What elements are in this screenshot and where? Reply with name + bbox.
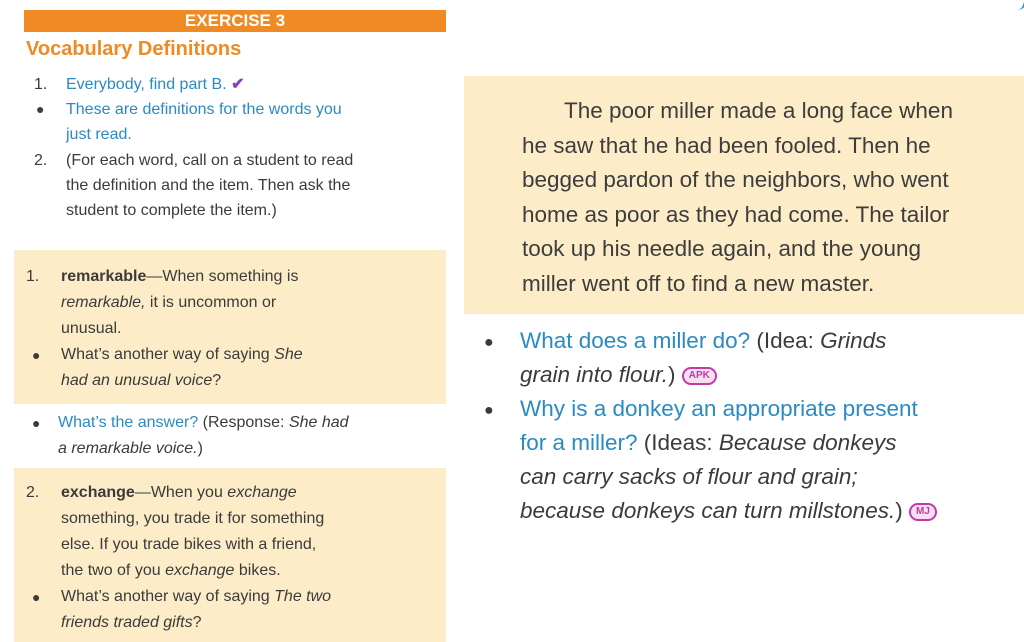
section-title: Vocabulary Definitions [26, 38, 242, 60]
item-number: 1. [26, 268, 40, 285]
answer-italic: a remarkable voice. [58, 440, 198, 457]
definition-italic: remarkable, [61, 294, 146, 311]
question-text: ? [212, 372, 222, 389]
question-italic: The two [274, 588, 332, 605]
question-italic: Because donkeys [718, 430, 897, 455]
definition-text: the two of you [61, 562, 166, 579]
question-text: for a miller? [520, 430, 638, 455]
step-number: 1. [34, 76, 48, 93]
exercise-banner: EXERCISE 3 [24, 10, 446, 32]
definition-italic: exchange [165, 562, 235, 579]
question-italic: can carry sacks of flour and grain; [520, 464, 858, 489]
question-text: Why is a donkey an appropriate present [520, 396, 918, 421]
bullet-icon: ● [36, 101, 45, 117]
story-line: home as poor as they had come. The tailor [522, 201, 950, 227]
question-text: (Idea: [750, 328, 821, 353]
answer-prompt: What’s the answer? [58, 414, 199, 431]
step-text: Everybody, find part B. [66, 76, 227, 93]
question-italic: friends traded gifts [61, 614, 193, 631]
question-italic: had an unusual voice [61, 372, 213, 389]
definition-text: unusual. [61, 320, 122, 337]
definition-text: else. If you trade bikes with a friend, [61, 536, 317, 553]
question-italic: because donkeys can turn millstones. [520, 498, 896, 523]
question-text: What does a miller do? [520, 328, 751, 353]
question-text: What’s another way of saying [61, 346, 275, 363]
step-1 [34, 72, 444, 97]
checkmark-icon: ✔ [231, 76, 245, 93]
question-italic: She [274, 346, 303, 363]
apk-badge: APK [682, 367, 717, 385]
definition-text: bikes. [234, 562, 281, 579]
step-2 [34, 148, 444, 223]
definition-text: —When something is [146, 268, 299, 285]
question-text: ) [895, 498, 903, 523]
definition-remarkable [26, 264, 436, 342]
step-bullet [34, 97, 444, 147]
step-line: the definition and the item. Then ask the [66, 177, 351, 194]
answer-italic: She had [288, 414, 349, 431]
question-italic: Grinds [820, 328, 887, 353]
question-donkey [484, 392, 1014, 528]
step-number: 2. [34, 152, 48, 169]
question-exchange [26, 584, 436, 636]
vocab-term: exchange [61, 484, 135, 501]
mj-badge: MJ [909, 503, 937, 521]
bullet-icon: ● [32, 415, 41, 431]
bullet-line: These are definitions for the words you [66, 101, 342, 118]
story-line: The poor miller made a long face when [564, 98, 953, 123]
answer-text: (Response: [198, 414, 289, 431]
definition-text: something, you trade it for something [61, 510, 325, 527]
story-line: miller went off to find a new master. [522, 270, 875, 296]
definition-italic: exchange [227, 484, 297, 501]
answer-text: ) [197, 440, 203, 457]
question-remarkable [26, 342, 436, 394]
question-miller [484, 324, 1014, 392]
step-line: student to complete the item.) [66, 202, 277, 219]
bullet-icon: ● [32, 347, 41, 363]
definition-text: —When you [134, 484, 228, 501]
bullet-icon: ● [32, 589, 41, 605]
corner-mark [1016, 0, 1024, 10]
question-text: (Ideas: [637, 430, 719, 455]
bullet-icon: ● [484, 402, 494, 419]
definition-text: it is uncommon or [145, 294, 277, 311]
question-text: ? [192, 614, 202, 631]
story-line: he saw that he had been fooled. Then he [522, 132, 931, 158]
definition-exchange [26, 480, 436, 584]
story-line: took up his needle again, and the young [522, 236, 922, 261]
story-line: begged pardon of the neighbors, who went [522, 167, 949, 192]
answer-remarkable [26, 410, 446, 462]
bullet-icon: ● [484, 334, 494, 351]
bullet-line: just read. [66, 126, 132, 143]
item-number: 2. [26, 484, 40, 501]
vocab-term: remarkable [61, 268, 147, 285]
step-line: (For each word, call on a student to read [66, 152, 354, 169]
question-italic: grain into flour. [520, 362, 668, 387]
question-text: What’s another way of saying [61, 588, 275, 605]
story-passage [522, 94, 1024, 301]
question-text: ) [668, 362, 676, 387]
